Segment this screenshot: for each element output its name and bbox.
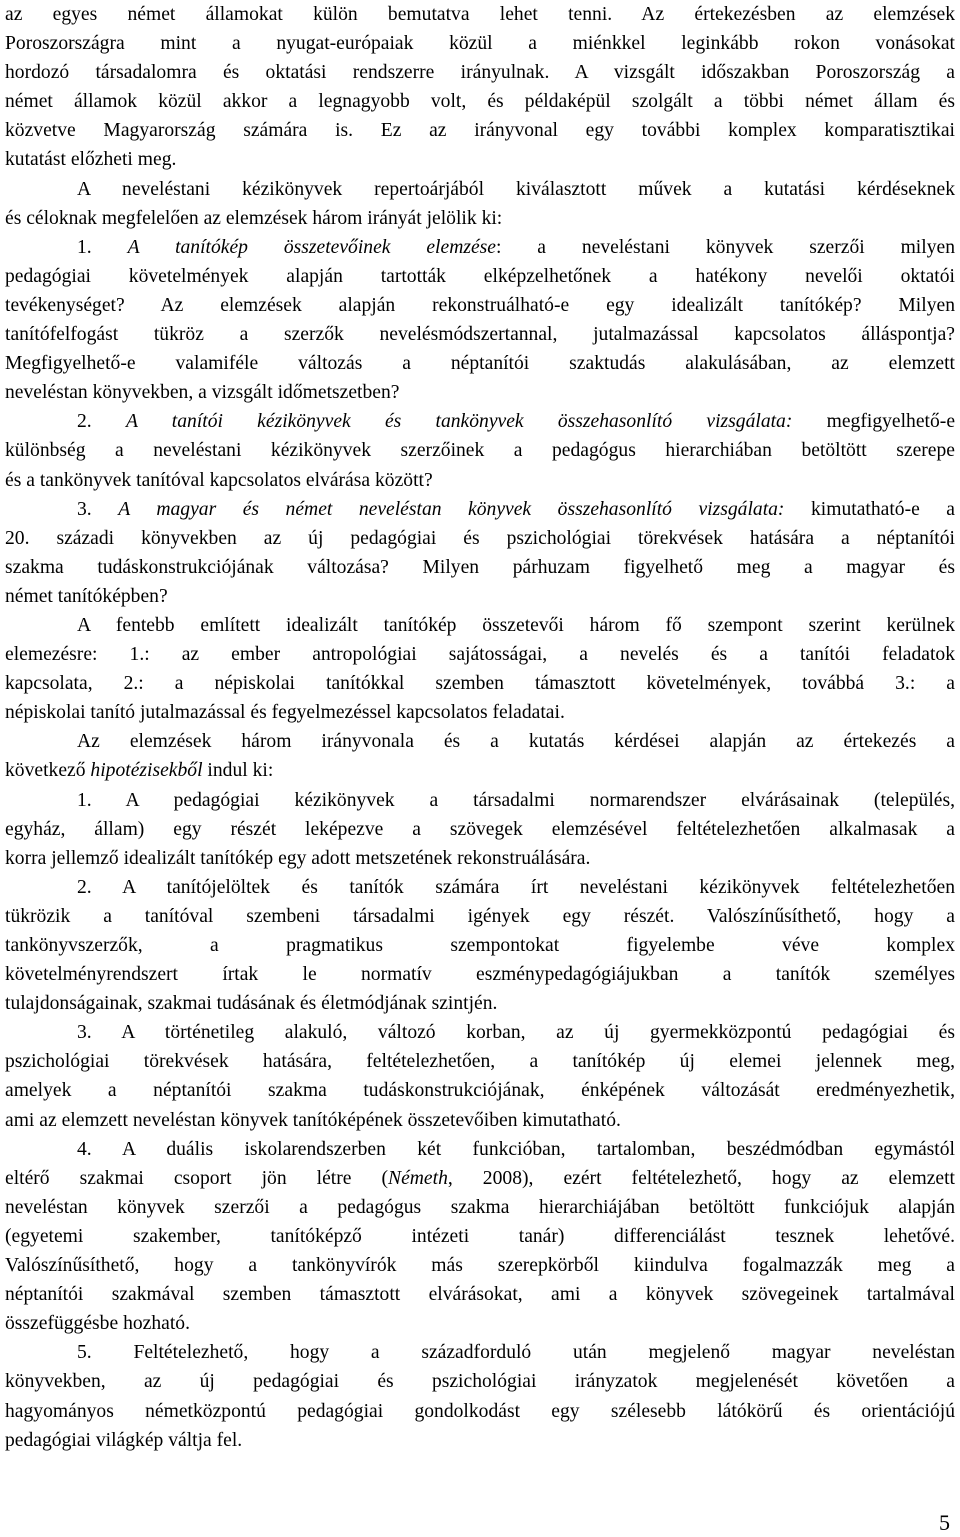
item-title: A tanítói kézikönyvek és tankönyvek összehasonlító vizsgálata: bbox=[125, 411, 793, 433]
text-line bbox=[5, 495, 955, 524]
paragraph-aspects bbox=[5, 611, 955, 727]
text-line: Megfigyelhető-e valamiféle változás a néptanítói szaktudás alakulásában, az elemzett bbox=[5, 353, 955, 375]
citation-author: Németh bbox=[388, 1167, 448, 1189]
text-line: amelyek a néptanítói szakma tudáskonstrukciójának, énképének változását eredményezhetik, bbox=[5, 1080, 955, 1102]
text-line: neveléstan könyvek szerzői a pedagógus szakma hierarchiájában betöltött funkciójuk alapján bbox=[5, 1196, 955, 1218]
text-line: 4. A duális iskolarendszerben két funkcióban, tartalomban, beszédmódban egymástól bbox=[77, 1138, 955, 1160]
text-line: ami az elemzett neveléstan könyvek tanítóképének összetevőiben kimutatható. bbox=[5, 1109, 621, 1131]
text-line: pedagógiai világkép váltja fel. bbox=[5, 1429, 243, 1451]
text-line: neveléstan könyvekben, a vizsgált időmetszetben? bbox=[5, 382, 400, 404]
text-line: A neveléstani kézikönyvek repertoárjából kiválasztott művek a kutatási kérdéseknek bbox=[77, 178, 955, 200]
text-segment: következő bbox=[5, 760, 91, 782]
text-line: tanítófelfogást tükröz a szerzők nevelésmódszertannal, jutalmazással kapcsolatos álláspontja? bbox=[5, 324, 955, 346]
text-line: hagyományos németközpontú pedagógiai gondolkodást egy szélesebb látókörű és orientációjú bbox=[5, 1400, 955, 1422]
paragraph-hypothesis-2 bbox=[5, 873, 955, 1018]
text-line: (egyetemi szakember, tanítóképző intézeti tanár) differenciálást tesznek lehetővé. bbox=[5, 1225, 955, 1247]
text-line: tükrözik a tanítóval szembeni társadalmi igények egy részét. Valószínűsíthető, hogy a bbox=[5, 905, 955, 927]
paragraph-item-2 bbox=[5, 407, 955, 494]
document-page bbox=[5, 0, 955, 1455]
paragraph-hypotheses-intro bbox=[5, 727, 955, 785]
item-text: kimutatható-e a bbox=[784, 498, 956, 520]
text-line: és céloknak megfelelően az elemzések három irányát jelölik ki: bbox=[5, 207, 503, 229]
text-line bbox=[5, 1164, 955, 1193]
text-line bbox=[5, 756, 955, 785]
paragraph-hypothesis-3 bbox=[5, 1018, 955, 1134]
paragraph-item-3 bbox=[5, 495, 955, 611]
paragraph-intro bbox=[5, 0, 955, 175]
text-line: összefüggésbe hozható. bbox=[5, 1313, 190, 1335]
text-line: könyvekben, az új pedagógiai és pszichológiai irányzatok megjelenését követően a bbox=[5, 1371, 955, 1393]
text-line bbox=[5, 233, 955, 262]
text-line: német tanítóképben? bbox=[5, 585, 168, 607]
text-line: pedagógiai követelmények alapján tartották elképzelhetőnek a hatékony nevelői oktatói bbox=[5, 265, 955, 287]
text-line: néptanítói szakmával szemben támasztott elvárásokat, ami a könyvek szövegeinek tartalmával bbox=[5, 1284, 955, 1306]
text-segment: eltérő szakmai csoport jön létre ( bbox=[5, 1167, 389, 1189]
text-line: tulajdonságainak, szakmai tudásának és életmódjának szintjén. bbox=[5, 993, 498, 1015]
paragraph-hypothesis-5 bbox=[5, 1338, 955, 1454]
item-title: A magyar és német neveléstan könyvek összehasonlító vizsgálata: bbox=[118, 498, 785, 520]
emphasis: hipotézisekből bbox=[90, 760, 203, 782]
text-line: 2. A tanítójelöltek és tanítók számára írt neveléstani kézikönyvek feltételezhetően bbox=[77, 876, 955, 898]
text-line bbox=[5, 407, 955, 436]
paragraph-item-1 bbox=[5, 233, 955, 408]
text-segment: , 2008), ezért feltételezhető, hogy az elemzett bbox=[447, 1167, 955, 1189]
text-line: elemezésre: 1.: az ember antropológiai sajátosságai, a nevelés és a tanítói feladatok bbox=[5, 644, 955, 666]
text-line: és a tankönyvek tanítóval kapcsolatos elvárása között? bbox=[5, 469, 433, 491]
text-line: tevékenységet? Az elemzések alapján rekonstruálható-e egy idealizált tanítókép? Milyen bbox=[5, 294, 955, 316]
text-line: hordozó társadalomra és oktatási rendszerre irányulnak. A vizsgált időszakban Poroszország a bbox=[5, 62, 955, 84]
text-line: az egyes német államokat külön bemutatva lehet tenni. Az értekezésben az elemzések bbox=[5, 4, 955, 25]
text-line: szakma tudáskonstrukciójának változása? Milyen párhuzam figyelhető meg a magyar és bbox=[5, 556, 955, 578]
item-number: 3. bbox=[77, 498, 119, 520]
item-number: 2. bbox=[77, 411, 126, 433]
text-line: Valószínűsíthető, hogy a tankönyvírók más szerepkörből kiindulva fogalmazzák meg a bbox=[5, 1255, 955, 1277]
paragraph-directions bbox=[5, 175, 955, 233]
text-line: 3. A történetileg alakuló, változó korban, az új gyermekközpontú pedagógiai és bbox=[77, 1022, 955, 1044]
text-line: német államok közül akkor a legnagyobb volt, és példaképül szolgált a többi német állam és bbox=[5, 91, 955, 113]
item-title: A tanítókép összetevőinek elemzése bbox=[127, 236, 496, 258]
text-line: 20. századi könyvekben az új pedagógiai és pszichológiai törekvések hatására a néptanítói bbox=[5, 527, 955, 549]
paragraph-hypothesis-1 bbox=[5, 786, 955, 873]
text-line: különbség a neveléstani kézikönyvek szerzőinek a pedagógus hierarchiában betöltött szerepe bbox=[5, 440, 955, 462]
text-line: tankönyvszerzők, a pragmatikus szempontokat figyelembe véve komplex bbox=[5, 935, 955, 956]
page-number: 5 bbox=[939, 1510, 950, 1535]
item-number: 1. bbox=[77, 236, 128, 258]
item-text: : a neveléstani könyvek szerzői milyen bbox=[495, 236, 955, 258]
text-line: Az elemzések három irányvonala és a kutatás kérdései alapján az értekezés a bbox=[77, 731, 955, 753]
paragraph-hypothesis-4 bbox=[5, 1135, 955, 1339]
text-segment: indul ki: bbox=[202, 760, 274, 782]
text-line: közvetve Magyarország számára is. Ez az irányvonal egy további komplex komparatisztikai bbox=[5, 120, 955, 142]
text-line: A fentebb említett idealizált tanítókép összetevői három fő szempont szerint kerülnek bbox=[77, 614, 955, 636]
text-line: 1. A pedagógiai kézikönyvek a társadalmi normarendszer elvárásainak (település, bbox=[77, 789, 955, 811]
text-line: követelményrendszert írtak le normatív eszménypedagógiájukban a tanítók személyes bbox=[5, 964, 955, 986]
text-line: korra jellemző idealizált tanítókép egy adott metszetének rekonstruálására. bbox=[5, 847, 591, 869]
text-line: pszichológiai törekvések hatására, feltételezhetően, a tanítókép új elemei jelennek meg, bbox=[5, 1051, 955, 1073]
text-line: Poroszországra mint a nyugat-európaiak közül a miénkkel leginkább rokon vonásokat bbox=[5, 33, 955, 55]
text-line: 5. Feltételezhető, hogy a századforduló után megjelenő magyar neveléstan bbox=[77, 1342, 955, 1364]
text-line: kapcsolata, 2.: a népiskolai tanítókkal szemben támasztott követelmények, továbbá 3.: a bbox=[5, 673, 955, 695]
item-text: megfigyelhető-e bbox=[792, 411, 956, 433]
text-line: egyház, állam) egy részét leképezve a szövegek elemzésével feltételezhetően alkalmasak a bbox=[5, 818, 955, 840]
text-line: népiskolai tanító jutalmazással és fegyelmezéssel kapcsolatos feladatai. bbox=[5, 702, 565, 724]
text-line: kutatást előzheti meg. bbox=[5, 149, 177, 171]
